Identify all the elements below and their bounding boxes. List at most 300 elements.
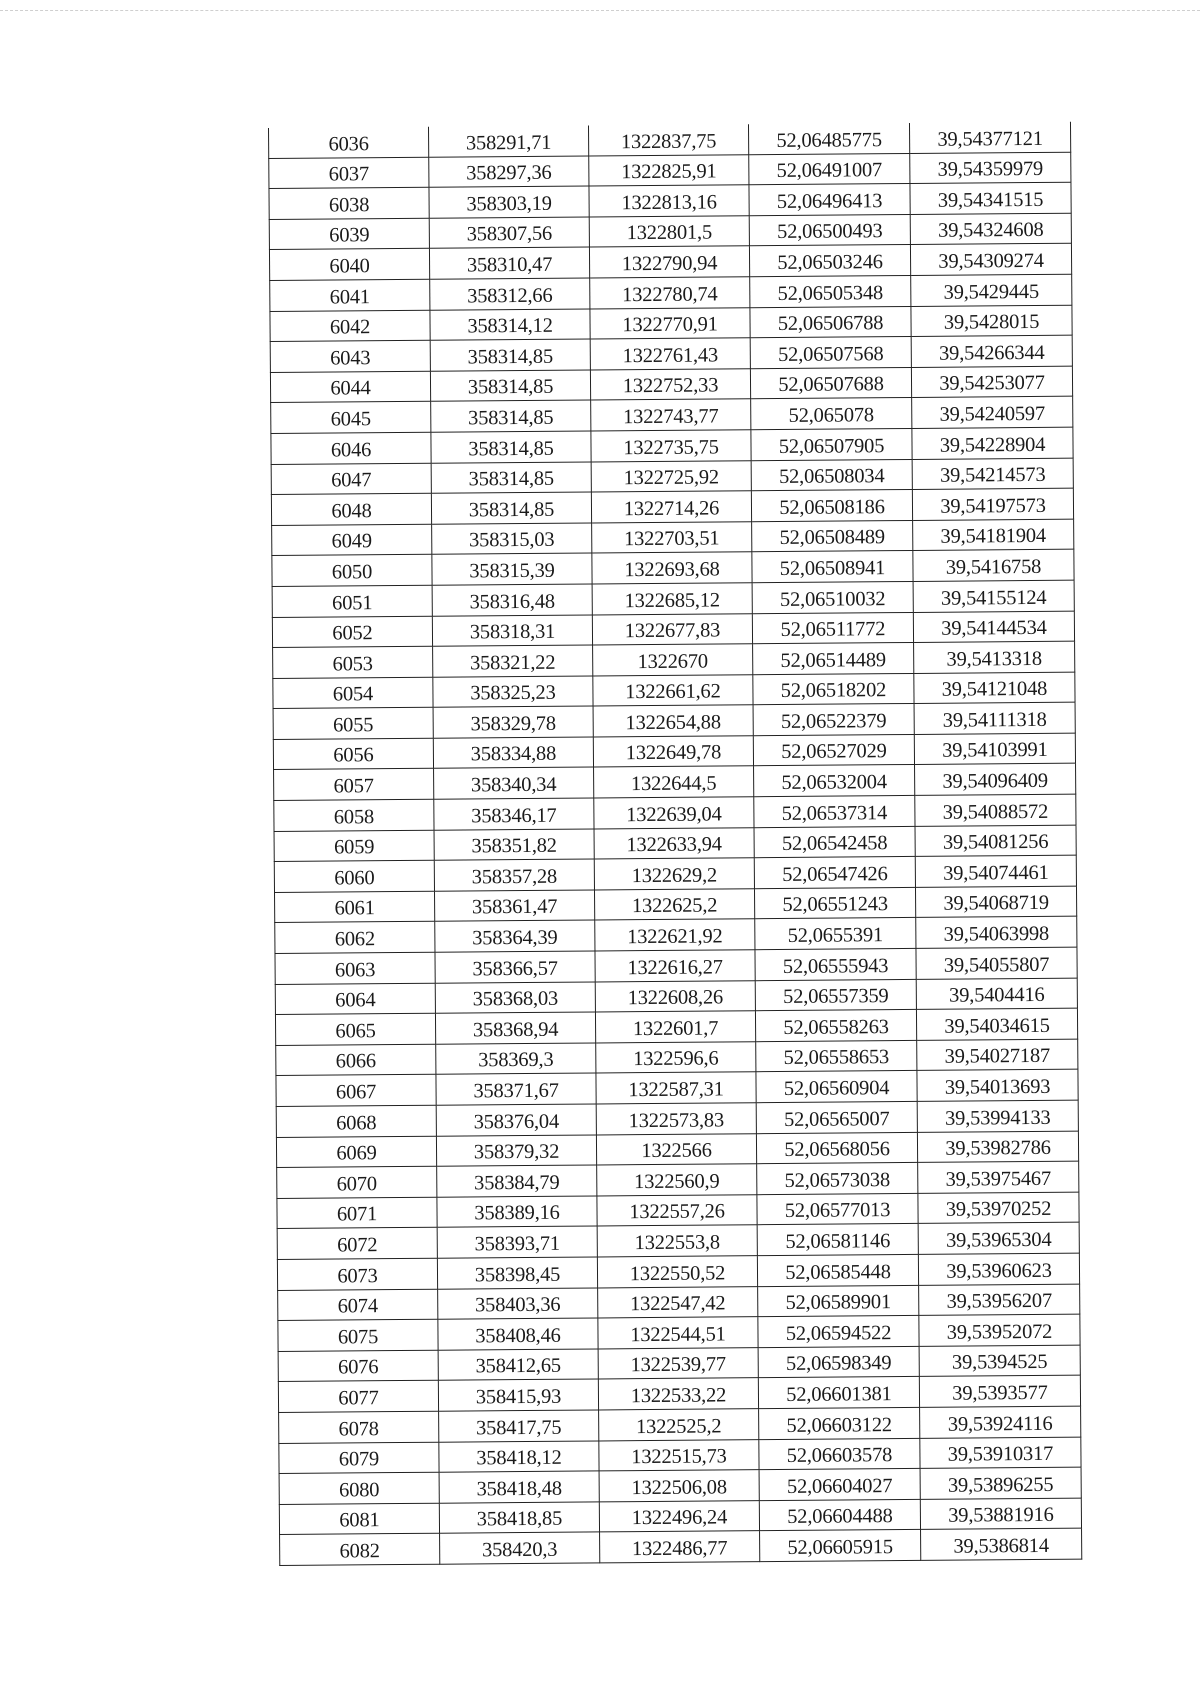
cell-text: 52,06558653 (783, 1046, 890, 1070)
point-number-cell (279, 1442, 439, 1474)
longitude-cell (916, 978, 1077, 1010)
cell-text: 39,54103991 (942, 739, 1048, 763)
cell-text: 6044 (330, 377, 371, 400)
cell-text: 6036 (328, 132, 369, 156)
x-coordinate-cell (432, 553, 592, 585)
y-coordinate-cell (598, 1317, 758, 1349)
cell-text: 1322654,88 (625, 711, 721, 735)
x-coordinate-cell (438, 1318, 598, 1350)
cell-text: 358314,85 (468, 467, 555, 491)
y-coordinate-cell (590, 338, 750, 370)
latitude-cell (748, 123, 909, 154)
point-number-cell (279, 1411, 439, 1443)
cell-text: 1322596,6 (633, 1047, 719, 1071)
point-number-cell (270, 279, 430, 311)
x-coordinate-cell (432, 584, 592, 616)
longitude-cell (914, 641, 1075, 673)
cell-text: 1322703,51 (623, 527, 720, 551)
cell-text: 52,06558263 (783, 1015, 889, 1039)
y-coordinate-cell (590, 368, 750, 400)
x-coordinate-cell (430, 339, 590, 371)
cell-text: 39,53965304 (945, 1228, 1052, 1252)
cell-text: 52,06527029 (781, 740, 887, 764)
longitude-cell (918, 1253, 1079, 1285)
y-coordinate-cell (592, 521, 752, 553)
cell-text: 358361,47 (471, 896, 558, 919)
longitude-cell (911, 274, 1072, 306)
latitude-cell (751, 398, 912, 430)
cell-text: 6066 (335, 1050, 377, 1073)
point-number-cell (269, 187, 429, 219)
cell-text: 39,54068719 (943, 892, 1049, 916)
cell-text: 39,54034615 (944, 1014, 1050, 1038)
cell-text: 1322506,08 (631, 1476, 727, 1499)
cell-text: 1322553,8 (634, 1231, 721, 1255)
cell-text: 52,06557359 (783, 985, 889, 1009)
x-coordinate-cell (437, 1165, 597, 1197)
cell-text: 1322560,9 (634, 1170, 720, 1193)
cell-text: 1322714,26 (623, 497, 720, 520)
y-coordinate-cell (594, 827, 754, 859)
cell-text: 6047 (331, 469, 372, 492)
cell-text: 358315,39 (469, 559, 555, 583)
cell-text: 358303,19 (466, 192, 552, 216)
cell-text: 1322621,92 (627, 925, 723, 949)
y-coordinate-cell (592, 583, 752, 615)
cell-text: 6050 (331, 561, 373, 584)
longitude-cell (917, 1039, 1078, 1071)
cell-text: 358376,04 (473, 1110, 560, 1134)
longitude-cell (913, 611, 1074, 643)
x-coordinate-cell (438, 1349, 598, 1381)
cell-text: 1322557,26 (629, 1200, 725, 1224)
cell-text: 52,06507568 (777, 342, 884, 366)
cell-text: 358291,71 (465, 131, 552, 155)
longitude-cell (911, 366, 1072, 398)
y-coordinate-cell (598, 1378, 758, 1410)
x-coordinate-cell (434, 829, 594, 861)
longitude-cell (913, 519, 1074, 551)
cell-text: 1322550,52 (629, 1262, 726, 1285)
point-number-cell (278, 1289, 438, 1321)
cell-text: 358364,39 (472, 926, 558, 950)
cell-text: 6054 (332, 683, 374, 706)
cell-text: 52,065078 (788, 404, 875, 427)
cell-text: 39,54074461 (943, 861, 1049, 885)
cell-text: 358415,93 (475, 1385, 562, 1409)
cell-text: 39,54155124 (940, 586, 1047, 610)
cell-text: 52,06485775 (776, 128, 882, 152)
x-coordinate-cell (432, 523, 592, 555)
x-coordinate-cell (430, 370, 590, 402)
x-coordinate-cell (429, 186, 589, 218)
cell-text: 52,06585448 (785, 1260, 891, 1284)
cell-text: 39,5428015 (943, 311, 1040, 334)
cell-text: 6059 (333, 836, 375, 859)
x-coordinate-cell (429, 247, 589, 279)
point-number-cell (276, 1105, 436, 1137)
y-coordinate-cell (600, 1531, 760, 1563)
x-coordinate-cell (429, 156, 589, 188)
x-coordinate-cell (433, 706, 593, 738)
latitude-cell (755, 918, 916, 950)
cell-text: 1322533,22 (630, 1384, 727, 1408)
cell-text: 39,53952072 (946, 1320, 1053, 1344)
point-number-cell (274, 799, 434, 831)
x-coordinate-cell (439, 1471, 599, 1503)
cell-text: 1322837,75 (620, 130, 717, 153)
latitude-cell (752, 581, 913, 613)
y-coordinate-cell (596, 1072, 756, 1104)
y-coordinate-cell (599, 1409, 759, 1441)
cell-text: 6064 (335, 989, 376, 1012)
cell-text: 358334,88 (470, 743, 557, 766)
longitude-cell (920, 1437, 1081, 1469)
point-number-cell (277, 1197, 437, 1229)
cell-text: 1322525,2 (635, 1415, 722, 1438)
x-coordinate-cell (436, 1043, 596, 1075)
cell-text: 39,53982786 (945, 1137, 1051, 1160)
y-coordinate-cell (597, 1194, 757, 1226)
longitude-cell (910, 213, 1071, 245)
cell-text: 358314,85 (467, 345, 554, 369)
point-number-cell (270, 340, 430, 372)
cell-text: 39,53960623 (946, 1259, 1052, 1283)
cell-text: 6080 (339, 1478, 380, 1502)
cell-text: 6053 (332, 652, 373, 676)
cell-text: 52,06522379 (780, 710, 887, 733)
cell-text: 6078 (338, 1417, 379, 1441)
point-number-cell (272, 616, 432, 648)
cell-text: 52,06518202 (780, 679, 887, 703)
latitude-cell (757, 1163, 918, 1195)
point-number-cell (275, 891, 435, 923)
cell-text: 39,53994133 (944, 1106, 1051, 1130)
cell-text: 6058 (333, 805, 375, 829)
point-number-cell (278, 1319, 438, 1351)
latitude-cell (757, 1254, 918, 1286)
cell-text: 52,06505348 (777, 281, 884, 305)
cell-text: 1322677,83 (624, 619, 721, 643)
latitude-cell (750, 367, 911, 399)
cell-text: 52,06568056 (784, 1138, 890, 1162)
cell-text: 6040 (329, 255, 370, 278)
longitude-cell (914, 702, 1075, 734)
cell-text: 39,54240597 (939, 402, 1046, 426)
point-number-cell (273, 738, 433, 770)
cell-text: 1322639,04 (626, 803, 722, 826)
cell-text: 52,06601381 (786, 1383, 892, 1406)
x-coordinate-cell (430, 278, 590, 310)
point-number-cell (269, 218, 429, 250)
cell-text: 6082 (339, 1540, 380, 1563)
cell-text: 6052 (332, 622, 373, 645)
x-coordinate-cell (437, 1257, 597, 1289)
y-coordinate-cell (591, 430, 751, 462)
longitude-cell (915, 855, 1076, 887)
x-coordinate-cell (436, 1104, 596, 1136)
cell-text: 52,06514489 (780, 648, 887, 672)
latitude-cell (749, 153, 910, 185)
y-coordinate-cell (597, 1164, 757, 1196)
cell-text: 39,54111318 (942, 708, 1047, 732)
cell-text: 6074 (337, 1295, 378, 1318)
cell-text: 52,06491007 (776, 159, 883, 183)
cell-text: 358417,75 (475, 1416, 562, 1439)
point-number-cell (274, 830, 434, 862)
x-coordinate-cell (431, 462, 591, 494)
x-coordinate-cell (436, 1135, 596, 1167)
cell-text: 52,06547426 (782, 863, 888, 886)
y-coordinate-cell (588, 124, 748, 155)
latitude-cell (752, 551, 913, 583)
cell-text: 52,06594522 (785, 1321, 892, 1345)
cell-text: 1322625,2 (631, 894, 718, 918)
cell-text: 6046 (330, 438, 372, 462)
longitude-cell (917, 1070, 1078, 1102)
coordinates-table-body (268, 122, 1081, 1566)
cell-text: 6043 (330, 346, 371, 370)
x-coordinate-cell (428, 125, 588, 156)
cell-text: 39,5413318 (946, 647, 1042, 671)
cell-text: 39,5416758 (945, 555, 1042, 579)
x-coordinate-cell (435, 920, 595, 952)
cell-text: 358314,85 (468, 406, 554, 430)
longitude-cell (920, 1498, 1081, 1530)
y-coordinate-cell (595, 919, 755, 951)
longitude-cell (920, 1406, 1081, 1438)
cell-text: 6038 (328, 193, 370, 217)
cell-text: 52,06603578 (786, 1444, 893, 1468)
cell-text: 358351,82 (471, 835, 557, 858)
longitude-cell (919, 1376, 1080, 1408)
cell-text: 1322515,73 (631, 1445, 727, 1469)
longitude-cell (910, 182, 1071, 214)
y-coordinate-cell (594, 766, 754, 798)
cell-text: 358369,3 (478, 1049, 554, 1072)
x-coordinate-cell (439, 1440, 599, 1472)
cell-text: 39,54377121 (937, 127, 1043, 151)
cell-text: 1322539,77 (630, 1353, 727, 1377)
longitude-cell (917, 1131, 1078, 1163)
cell-text: 52,06508941 (779, 557, 886, 580)
latitude-cell (758, 1346, 919, 1378)
cell-text: 358310,47 (466, 253, 553, 277)
longitude-cell (918, 1223, 1079, 1255)
y-coordinate-cell (595, 950, 755, 982)
point-number-cell (277, 1166, 437, 1198)
cell-text: 6068 (336, 1111, 377, 1135)
y-coordinate-cell (599, 1500, 759, 1532)
cell-text: 39,5404416 (949, 984, 1045, 1007)
cell-text: 52,06573038 (784, 1168, 891, 1192)
latitude-cell (758, 1285, 919, 1317)
latitude-cell (756, 1101, 917, 1133)
y-coordinate-cell (598, 1286, 758, 1318)
latitude-cell (751, 459, 912, 491)
y-coordinate-cell (597, 1225, 757, 1257)
point-number-cell (273, 646, 433, 678)
cell-text: 358368,94 (472, 1018, 559, 1042)
point-number-cell (273, 677, 433, 709)
cell-text: 1322601,7 (632, 1017, 719, 1040)
y-coordinate-cell (589, 185, 749, 217)
cell-text: 358366,57 (472, 957, 558, 981)
y-coordinate-cell (591, 399, 751, 431)
longitude-cell (916, 1008, 1077, 1040)
y-coordinate-cell (599, 1439, 759, 1471)
latitude-cell (753, 643, 914, 675)
cell-text: 358316,48 (469, 590, 555, 613)
cell-text: 358329,78 (470, 712, 556, 736)
point-number-cell (268, 127, 428, 158)
latitude-cell (749, 184, 910, 216)
cell-text: 358398,45 (474, 1263, 561, 1286)
latitude-cell (752, 520, 913, 552)
longitude-cell (912, 397, 1073, 429)
x-coordinate-cell (433, 737, 593, 769)
x-coordinate-cell (439, 1502, 599, 1534)
cell-text: 358371,67 (473, 1079, 559, 1103)
point-number-cell (271, 463, 431, 495)
y-coordinate-cell (595, 1011, 755, 1043)
x-coordinate-cell (435, 951, 595, 983)
y-coordinate-cell (594, 797, 754, 829)
cell-text: 39,54181904 (940, 525, 1047, 549)
latitude-cell (754, 857, 915, 889)
y-coordinate-cell (594, 858, 754, 890)
cell-text: 52,0655391 (787, 924, 884, 947)
point-number-cell (271, 493, 431, 525)
cell-text: 1322761,43 (622, 344, 719, 367)
point-number-cell (270, 371, 430, 403)
cell-text: 1322661,62 (625, 680, 721, 704)
cell-text: 39,54144534 (941, 616, 1047, 640)
cell-text: 52,06510032 (779, 587, 886, 611)
latitude-cell (751, 490, 912, 522)
cell-text: 39,53956207 (946, 1290, 1053, 1313)
cell-text: 6039 (329, 224, 370, 247)
cell-text: 358346,17 (471, 804, 557, 828)
x-coordinate-cell (436, 1073, 596, 1105)
point-number-cell (277, 1228, 437, 1260)
cell-text: 358312,66 (467, 284, 553, 308)
cell-text: 39,5393577 (952, 1381, 1048, 1405)
cell-text: 6079 (338, 1448, 380, 1471)
point-number-cell (272, 524, 432, 556)
point-number-cell (275, 952, 435, 984)
point-number-cell (278, 1381, 438, 1413)
cell-text: 1322573,83 (628, 1109, 725, 1132)
x-coordinate-cell (438, 1379, 598, 1411)
cell-text: 39,54266344 (938, 341, 1045, 365)
cell-text: 358321,22 (469, 651, 556, 675)
cell-text: 358318,31 (469, 620, 556, 644)
cell-text: 52,06577013 (784, 1199, 891, 1223)
cell-text: 52,06581146 (785, 1230, 891, 1253)
point-number-cell (275, 983, 435, 1015)
cell-text: 358420,3 (481, 1538, 558, 1562)
y-coordinate-cell (593, 736, 753, 768)
cell-text: 6051 (332, 591, 373, 615)
y-coordinate-cell (593, 674, 753, 706)
x-coordinate-cell (435, 982, 595, 1014)
cell-text: 358418,85 (476, 1508, 563, 1531)
cell-text: 39,54081256 (942, 831, 1049, 854)
cell-text: 52,06565007 (783, 1107, 890, 1131)
x-coordinate-cell (437, 1196, 597, 1228)
cell-text: 52,06507688 (778, 373, 884, 397)
point-number-cell (273, 708, 433, 740)
latitude-cell (759, 1469, 920, 1501)
cell-text: 1322633,94 (626, 833, 722, 857)
cell-text: 6069 (336, 1142, 377, 1165)
cell-text: 6065 (335, 1019, 376, 1043)
cell-text: 358412,65 (475, 1355, 561, 1378)
latitude-cell (759, 1407, 920, 1439)
longitude-cell (917, 1100, 1078, 1132)
cell-text: 52,06508034 (778, 465, 885, 489)
point-number-cell (280, 1534, 440, 1566)
x-coordinate-cell (432, 614, 592, 646)
cell-text: 358418,12 (476, 1446, 562, 1470)
cell-text: 39,54214573 (939, 464, 1046, 487)
cell-text: 39,54096409 (942, 769, 1048, 793)
x-coordinate-cell (435, 1012, 595, 1044)
x-coordinate-cell (433, 676, 593, 708)
cell-text: 358307,56 (466, 223, 553, 246)
cell-text: 358357,28 (471, 865, 558, 889)
latitude-cell (754, 826, 915, 858)
latitude-cell (750, 337, 911, 369)
cell-text: 6071 (336, 1203, 378, 1226)
cell-text: 1322813,16 (621, 191, 717, 215)
y-coordinate-cell (595, 980, 755, 1012)
cell-text: 6076 (338, 1356, 379, 1379)
longitude-cell (915, 886, 1076, 918)
cell-text: 1322743,77 (622, 405, 719, 429)
cell-text: 52,06496413 (776, 189, 883, 213)
longitude-cell (916, 947, 1077, 979)
cell-text: 39,53970252 (945, 1198, 1052, 1222)
cell-text: 39,53881916 (948, 1504, 1054, 1528)
cell-text: 358379,32 (473, 1140, 560, 1164)
longitude-cell (915, 825, 1076, 857)
cell-text: 52,06604488 (787, 1505, 893, 1529)
cell-text: 6041 (329, 285, 371, 309)
cell-text: 358340,34 (470, 773, 557, 797)
cell-text: 358314,12 (467, 314, 553, 338)
longitude-cell (912, 488, 1073, 520)
point-number-cell (276, 1044, 436, 1076)
y-coordinate-cell (599, 1470, 759, 1502)
cell-text: 6081 (339, 1509, 380, 1532)
cell-text: 52,06603122 (786, 1413, 893, 1437)
longitude-cell (918, 1192, 1079, 1224)
cell-text: 52,06589901 (785, 1291, 892, 1315)
y-coordinate-cell (596, 1103, 756, 1135)
cell-text: 39,53896255 (947, 1473, 1054, 1497)
latitude-cell (750, 275, 911, 307)
cell-text: 39,54253077 (939, 372, 1045, 396)
cell-text: 6075 (337, 1325, 379, 1349)
cell-text: 52,06542458 (781, 832, 888, 856)
coordinates-table (268, 122, 1082, 1566)
point-number-cell (272, 585, 432, 617)
cell-text: 39,54228904 (939, 433, 1046, 457)
cell-text: 39,54088572 (942, 800, 1049, 824)
cell-text: 6056 (333, 744, 374, 767)
